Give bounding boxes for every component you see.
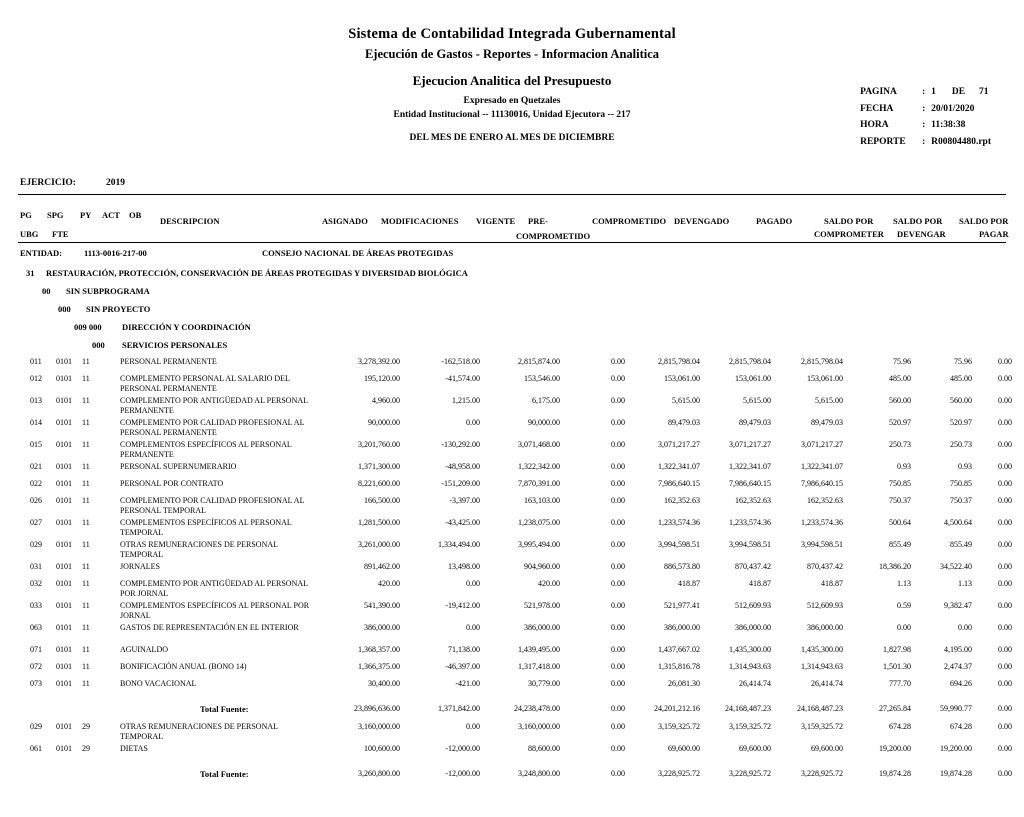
col-saldo-por-1: SALDO POR bbox=[824, 216, 874, 226]
cell-spg: 0101 bbox=[56, 722, 72, 731]
level-row-subprogram bbox=[0, 286, 1024, 304]
cell-spg: 0101 bbox=[56, 462, 72, 471]
cell-descripcion: COMPLEMENTOS ESPECÍFICOS AL PERSONAL POR JORNAL bbox=[120, 601, 310, 620]
cell-py: 11 bbox=[82, 562, 90, 571]
cell-pg: 031 bbox=[30, 562, 42, 571]
header-rule-top bbox=[18, 194, 1006, 195]
cell-spg: 0101 bbox=[56, 396, 72, 405]
report-title: Ejecucion Analitica del Presupuesto bbox=[412, 73, 612, 88]
meta-date: FECHA : 20/01/2020 bbox=[860, 103, 975, 114]
cell-pg: 012 bbox=[30, 374, 42, 383]
cell-spg: 0101 bbox=[56, 601, 72, 610]
cell-py: 11 bbox=[82, 540, 90, 549]
cell-descripcion: OTRAS REMUNERACIONES DE PERSONAL TEMPORAL bbox=[120, 722, 278, 741]
level-number: 000 bbox=[58, 304, 71, 314]
table-row: 021 0101 11 PERSONAL SUPERNUMERARIO 1,371,300.00 -48,958.00 1,322,342.00 0.00 1,322,341.07 1,322,341.07 1,322,341.07 0.93 0.93 0.00 bbox=[30, 462, 1012, 471]
cell-descripcion: GASTOS DE REPRESENTACIÓN EN EL INTERIOR bbox=[120, 623, 299, 632]
col-descripcion: DESCRIPCION bbox=[160, 216, 220, 226]
report-system-title: Sistema de Contabilidad Integrada Gubernamental bbox=[348, 26, 676, 42]
col-saldo-por-2: SALDO POR bbox=[893, 216, 943, 226]
cell-spg: 0101 bbox=[56, 662, 72, 671]
cell-descripcion: COMPLEMENTO POR CALIDAD PROFESIONAL AL PERSONAL TEMPORAL bbox=[120, 496, 305, 515]
total-label: Total Fuente: bbox=[200, 704, 249, 714]
table-row: 029 0101 29 OTRAS REMUNERACIONES DE PERSONAL TEMPORAL 3,160,000.00 0.00 3,160,000.00 0.00 3,159,325.72 3,159,325.72 3,159,325.72 674.28 674.28 0.00 bbox=[30, 722, 1012, 741]
report-meta bbox=[860, 84, 991, 150]
report-period: DEL MES DE ENERO AL MES DE DICIEMBRE bbox=[409, 133, 615, 143]
report-entity-note: Entidad Institucional -- 11130016, Unidad Ejecutora -- 217 bbox=[393, 110, 631, 120]
level-text: DIRECCIÓN Y COORDINACIÓN bbox=[122, 322, 251, 332]
cell-descripcion: BONO VACACIONAL bbox=[120, 679, 197, 688]
level-number: 009 000 bbox=[74, 322, 102, 332]
level-number: 00 bbox=[42, 286, 51, 296]
cell-pg: 063 bbox=[30, 623, 42, 632]
cell-spg: 0101 bbox=[56, 357, 72, 366]
cell-pg: 072 bbox=[30, 662, 42, 671]
level-number: 31 bbox=[26, 268, 35, 278]
total-row-1: Total Fuente: 23,896,636.00 1,371,842.00 24,238,478.00 0.00 24,201,212.16 24,168,487.23 24,168,487.23 27,265.84 59,990.77 0.00 bbox=[200, 704, 1012, 714]
entity-name: CONSEJO NACIONAL DE ÁREAS PROTEGIDAS bbox=[262, 248, 454, 258]
col-fte: FTE bbox=[52, 229, 69, 239]
cell-descripcion: OTRAS REMUNERACIONES DE PERSONAL TEMPORAL bbox=[120, 540, 278, 559]
level-row-object bbox=[0, 340, 1024, 357]
cell-py: 11 bbox=[82, 662, 90, 671]
col-pagado: PAGADO bbox=[756, 216, 793, 226]
meta-report-id: REPORTE : R00804480.rpt bbox=[860, 136, 991, 147]
cell-descripcion: PERSONAL PERMANENTE bbox=[120, 357, 217, 366]
cell-pg: 011 bbox=[30, 357, 42, 366]
level-row-program bbox=[0, 268, 1024, 286]
cell-descripcion: COMPLEMENTOS ESPECÍFICOS AL PERSONAL TEMPORAL bbox=[120, 518, 292, 537]
report-page bbox=[0, 26, 1024, 817]
report-currency-note: Expresado en Quetzales bbox=[463, 96, 561, 106]
report-body bbox=[0, 248, 1024, 787]
col-comprometer: COMPROMETER bbox=[814, 229, 884, 239]
cell-py: 29 bbox=[82, 722, 90, 731]
table-row: 061 0101 29 DIETAS 100,600.00 -12,000.00 88,600.00 0.00 69,600.00 69,600.00 69,600.00 19,200.00 19,200.00 0.00 bbox=[30, 744, 1012, 753]
col-py: PY bbox=[80, 210, 92, 220]
cell-pg: 026 bbox=[30, 496, 42, 505]
total-label: Total Fuente: bbox=[200, 769, 249, 779]
cell-pg: 014 bbox=[30, 418, 42, 427]
cell-spg: 0101 bbox=[56, 623, 72, 632]
col-saldo-por-3: SALDO POR bbox=[959, 216, 1009, 226]
report-module-title: Ejecución de Gastos - Reportes - Informacion Analitica bbox=[364, 47, 660, 61]
col-ob: OB bbox=[129, 210, 142, 220]
cell-pg: 073 bbox=[30, 679, 42, 688]
level-text: RESTAURACIÓN, PROTECCIÓN, CONSERVACIÓN DE ÁREAS PROTEGIDAS Y DIVERSIDAD BIOLÓGICA bbox=[46, 268, 468, 278]
cell-descripcion: COMPLEMENTO PERSONAL AL SALARIO DEL PERSONAL PERMANENTE bbox=[120, 374, 290, 393]
level-text: SERVICIOS PERSONALES bbox=[122, 340, 228, 350]
cell-pg: 021 bbox=[30, 462, 42, 471]
cell-py: 11 bbox=[82, 645, 90, 654]
meta-time: HORA : 11:38:38 bbox=[860, 120, 966, 130]
cell-py: 11 bbox=[82, 374, 90, 383]
cell-py: 11 bbox=[82, 601, 90, 610]
cell-py: 29 bbox=[82, 744, 90, 753]
col-ubg: UBG bbox=[20, 229, 39, 239]
cell-descripcion: PERSONAL POR CONTRATO bbox=[120, 479, 224, 488]
cell-pg: 015 bbox=[30, 440, 42, 449]
cell-py: 11 bbox=[82, 396, 90, 405]
table-row: 022 0101 11 PERSONAL POR CONTRATO 8,221,600.00 -151,209.00 7,870,391.00 0.00 7,986,640.15 7,986,640.15 7,986,640.15 750.85 750.85 0.00 bbox=[30, 479, 1012, 488]
cell-pg: 061 bbox=[30, 744, 42, 753]
cell-spg: 0101 bbox=[56, 479, 72, 488]
table-row: 013 0101 11 COMPLEMENTO POR ANTIGÜEDAD AL PERSONAL PERMANENTE 4,960.00 1,215.00 6,175.00 0.00 5,615.00 5,615.00 5,615.00 560.00 560.00 0.00 bbox=[30, 396, 1012, 415]
cell-py: 11 bbox=[82, 418, 90, 427]
table-row: 027 0101 11 COMPLEMENTOS ESPECÍFICOS AL PERSONAL TEMPORAL 1,281,500.00 -43,425.00 1,238,075.00 0.00 1,233,574.36 1,233,574.36 1,233,574.36 500.64 4,500.64 0.00 bbox=[30, 518, 1012, 537]
cell-descripcion: PERSONAL SUPERNUMERARIO bbox=[120, 462, 237, 471]
table-row: 063 0101 11 GASTOS DE REPRESENTACIÓN EN EL INTERIOR 386,000.00 0.00 386,000.00 0.00 386,000.00 386,000.00 386,000.00 0.00 0.00 0.00 bbox=[30, 623, 1012, 632]
table-row: 072 0101 11 BONIFICACIÓN ANUAL (BONO 14) 1,366,375.00 -46,397.00 1,317,418.00 0.00 1,315,816.78 1,314,943.63 1,314,943.63 1,501.30 2,474.37 0.00 bbox=[30, 662, 1012, 671]
cell-spg: 0101 bbox=[56, 496, 72, 505]
cell-pg: 029 bbox=[30, 540, 42, 549]
cell-spg: 0101 bbox=[56, 645, 72, 654]
entity-code: 1113-0016-217-00 bbox=[84, 248, 147, 258]
cell-descripcion: COMPLEMENTO POR ANTIGÜEDAD AL PERSONAL POR JORNAL bbox=[120, 579, 308, 598]
col-asignado: ASIGNADO bbox=[322, 216, 368, 226]
meta-page: PAGINA : 1 DE 71 bbox=[860, 87, 989, 97]
cell-spg: 0101 bbox=[56, 744, 72, 753]
table-row: 014 0101 11 COMPLEMENTO POR CALIDAD PROFESIONAL AL PERSONAL PERMANENTE 90,000.00 0.00 90,000.00 0.00 89,479.03 89,479.03 89,479.03 520.97 520.97 0.00 bbox=[30, 418, 1012, 437]
cell-spg: 0101 bbox=[56, 562, 72, 571]
cell-descripcion: JORNALES bbox=[120, 562, 161, 571]
col-modificaciones: MODIFICACIONES bbox=[381, 216, 459, 226]
col-precomprometido: COMPROMETIDO bbox=[516, 231, 591, 241]
cell-pg: 022 bbox=[30, 479, 42, 488]
header-rule-bottom bbox=[18, 242, 1006, 243]
table-row: 071 0101 11 AGUINALDO 1,368,357.00 71,138.00 1,439,495.00 0.00 1,437,667.02 1,435,300.00 1,435,300.00 1,827.98 4,195.00 0.00 bbox=[30, 645, 1012, 654]
table-row: 031 0101 11 JORNALES 891,462.00 13,498.00 904,960.00 0.00 886,573.80 870,437.42 870,437.42 18,386.20 34,522.40 0.00 bbox=[30, 562, 1012, 571]
cell-py: 11 bbox=[82, 440, 90, 449]
col-pg: PG bbox=[20, 210, 32, 220]
cell-py: 11 bbox=[82, 479, 90, 488]
cell-descripcion: COMPLEMENTO POR ANTIGÜEDAD AL PERSONAL PERMANENTE bbox=[120, 396, 308, 415]
detail-rows bbox=[0, 357, 1024, 696]
cell-spg: 0101 bbox=[56, 679, 72, 688]
cell-pg: 029 bbox=[30, 722, 42, 731]
table-row: 073 0101 11 BONO VACACIONAL 30,400.00 -421.00 30,779.00 0.00 26,081.30 26,414.74 26,414.74 777.70 694.26 0.00 bbox=[30, 679, 1012, 688]
cell-pg: 033 bbox=[30, 601, 42, 610]
level-text: SIN PROYECTO bbox=[86, 304, 151, 314]
table-row: 033 0101 11 COMPLEMENTOS ESPECÍFICOS AL PERSONAL POR JORNAL 541,390.00 -19,412.00 521,978.00 0.00 521,977.41 512,609.93 512,609.93 0.59 9,382.47 0.00 bbox=[30, 601, 1012, 620]
total-row-2: Total Fuente: 3,260,800.00 -12,000.00 3,248,800.00 0.00 3,228,925.72 3,228,925.72 3,228,925.72 19,874.28 19,874.28 0.00 bbox=[200, 769, 1012, 779]
col-devengado: DEVENGADO bbox=[674, 216, 730, 226]
level-text: SIN SUBPROGRAMA bbox=[66, 286, 150, 296]
cell-spg: 0101 bbox=[56, 374, 72, 383]
table-row: 012 0101 11 COMPLEMENTO PERSONAL AL SALARIO DEL PERSONAL PERMANENTE 195,120.00 -41,574.00 153,546.00 0.00 153,061.00 153,061.00 153,061.00 485.00 485.00 0.00 bbox=[30, 374, 1012, 393]
level-number: 000 bbox=[92, 340, 105, 350]
cell-py: 11 bbox=[82, 679, 90, 688]
fiscal-year: EJERCICIO: 2019 bbox=[20, 178, 125, 188]
cell-descripcion: COMPLEMENTO POR CALIDAD PROFESIONAL AL PERSONAL PERMANENTE bbox=[120, 418, 305, 437]
table-row: 026 0101 11 COMPLEMENTO POR CALIDAD PROFESIONAL AL PERSONAL TEMPORAL 166,500.00 -3,397.00 163,103.00 0.00 162,352.63 162,352.63 162,352.63 750.37 750.37 0.00 bbox=[30, 496, 1012, 515]
cell-descripcion: BONIFICACIÓN ANUAL (BONO 14) bbox=[120, 662, 247, 671]
cell-pg: 013 bbox=[30, 396, 42, 405]
cell-pg: 032 bbox=[30, 579, 42, 588]
cell-py: 11 bbox=[82, 518, 90, 527]
col-pagar: PAGAR bbox=[979, 229, 1009, 239]
cell-spg: 0101 bbox=[56, 579, 72, 588]
cell-py: 11 bbox=[82, 462, 90, 471]
cell-spg: 0101 bbox=[56, 518, 72, 527]
table-row: 011 0101 11 PERSONAL PERMANENTE 3,278,392.00 -162,518.00 2,815,874.00 0.00 2,815,798.04 2,815,798.04 2,815,798.04 75.96 75.96 0.00 bbox=[30, 357, 1012, 366]
cell-pg: 071 bbox=[30, 645, 42, 654]
col-devengar: DEVENGAR bbox=[897, 229, 946, 239]
entity-row bbox=[0, 248, 1024, 268]
cell-py: 11 bbox=[82, 496, 90, 505]
level-row-project bbox=[0, 304, 1024, 322]
cell-spg: 0101 bbox=[56, 540, 72, 549]
cell-py: 11 bbox=[82, 579, 90, 588]
col-spg: SPG bbox=[47, 210, 64, 220]
col-vigente: VIGENTE bbox=[476, 216, 516, 226]
entity-label: ENTIDAD: bbox=[20, 248, 63, 258]
level-row-activity bbox=[0, 322, 1024, 340]
cell-py: 11 bbox=[82, 623, 90, 632]
cell-descripcion: DIETAS bbox=[120, 744, 148, 753]
cell-py: 11 bbox=[82, 357, 90, 366]
table-row: 015 0101 11 COMPLEMENTOS ESPECÍFICOS AL PERSONAL PERMANENTE 3,201,760.00 -130,292.00 3,071,468.00 0.00 3,071,217.27 3,071,217.27 3,071,217.27 250.73 250.73 0.00 bbox=[30, 440, 1012, 459]
cell-descripcion: COMPLEMENTOS ESPECÍFICOS AL PERSONAL PERMANENTE bbox=[120, 440, 292, 459]
table-row: 032 0101 11 COMPLEMENTO POR ANTIGÜEDAD AL PERSONAL POR JORNAL 420.00 0.00 420.00 0.00 418.87 418.87 418.87 1.13 1.13 0.00 bbox=[30, 579, 1012, 598]
cell-descripcion: AGUINALDO bbox=[120, 645, 168, 654]
col-comprometido: COMPROMETIDO bbox=[592, 216, 667, 226]
col-act: ACT bbox=[102, 210, 120, 220]
cell-spg: 0101 bbox=[56, 418, 72, 427]
cell-spg: 0101 bbox=[56, 440, 72, 449]
table-row: 029 0101 11 OTRAS REMUNERACIONES DE PERSONAL TEMPORAL 3,261,000.00 1,334,494.00 3,995,494.00 0.00 3,994,598.51 3,994,598.51 3,994,598.51 855.49 855.49 0.00 bbox=[30, 540, 1012, 559]
cell-pg: 027 bbox=[30, 518, 42, 527]
col-pre: PRE- bbox=[528, 216, 548, 226]
detail-rows-2 bbox=[0, 722, 1024, 761]
